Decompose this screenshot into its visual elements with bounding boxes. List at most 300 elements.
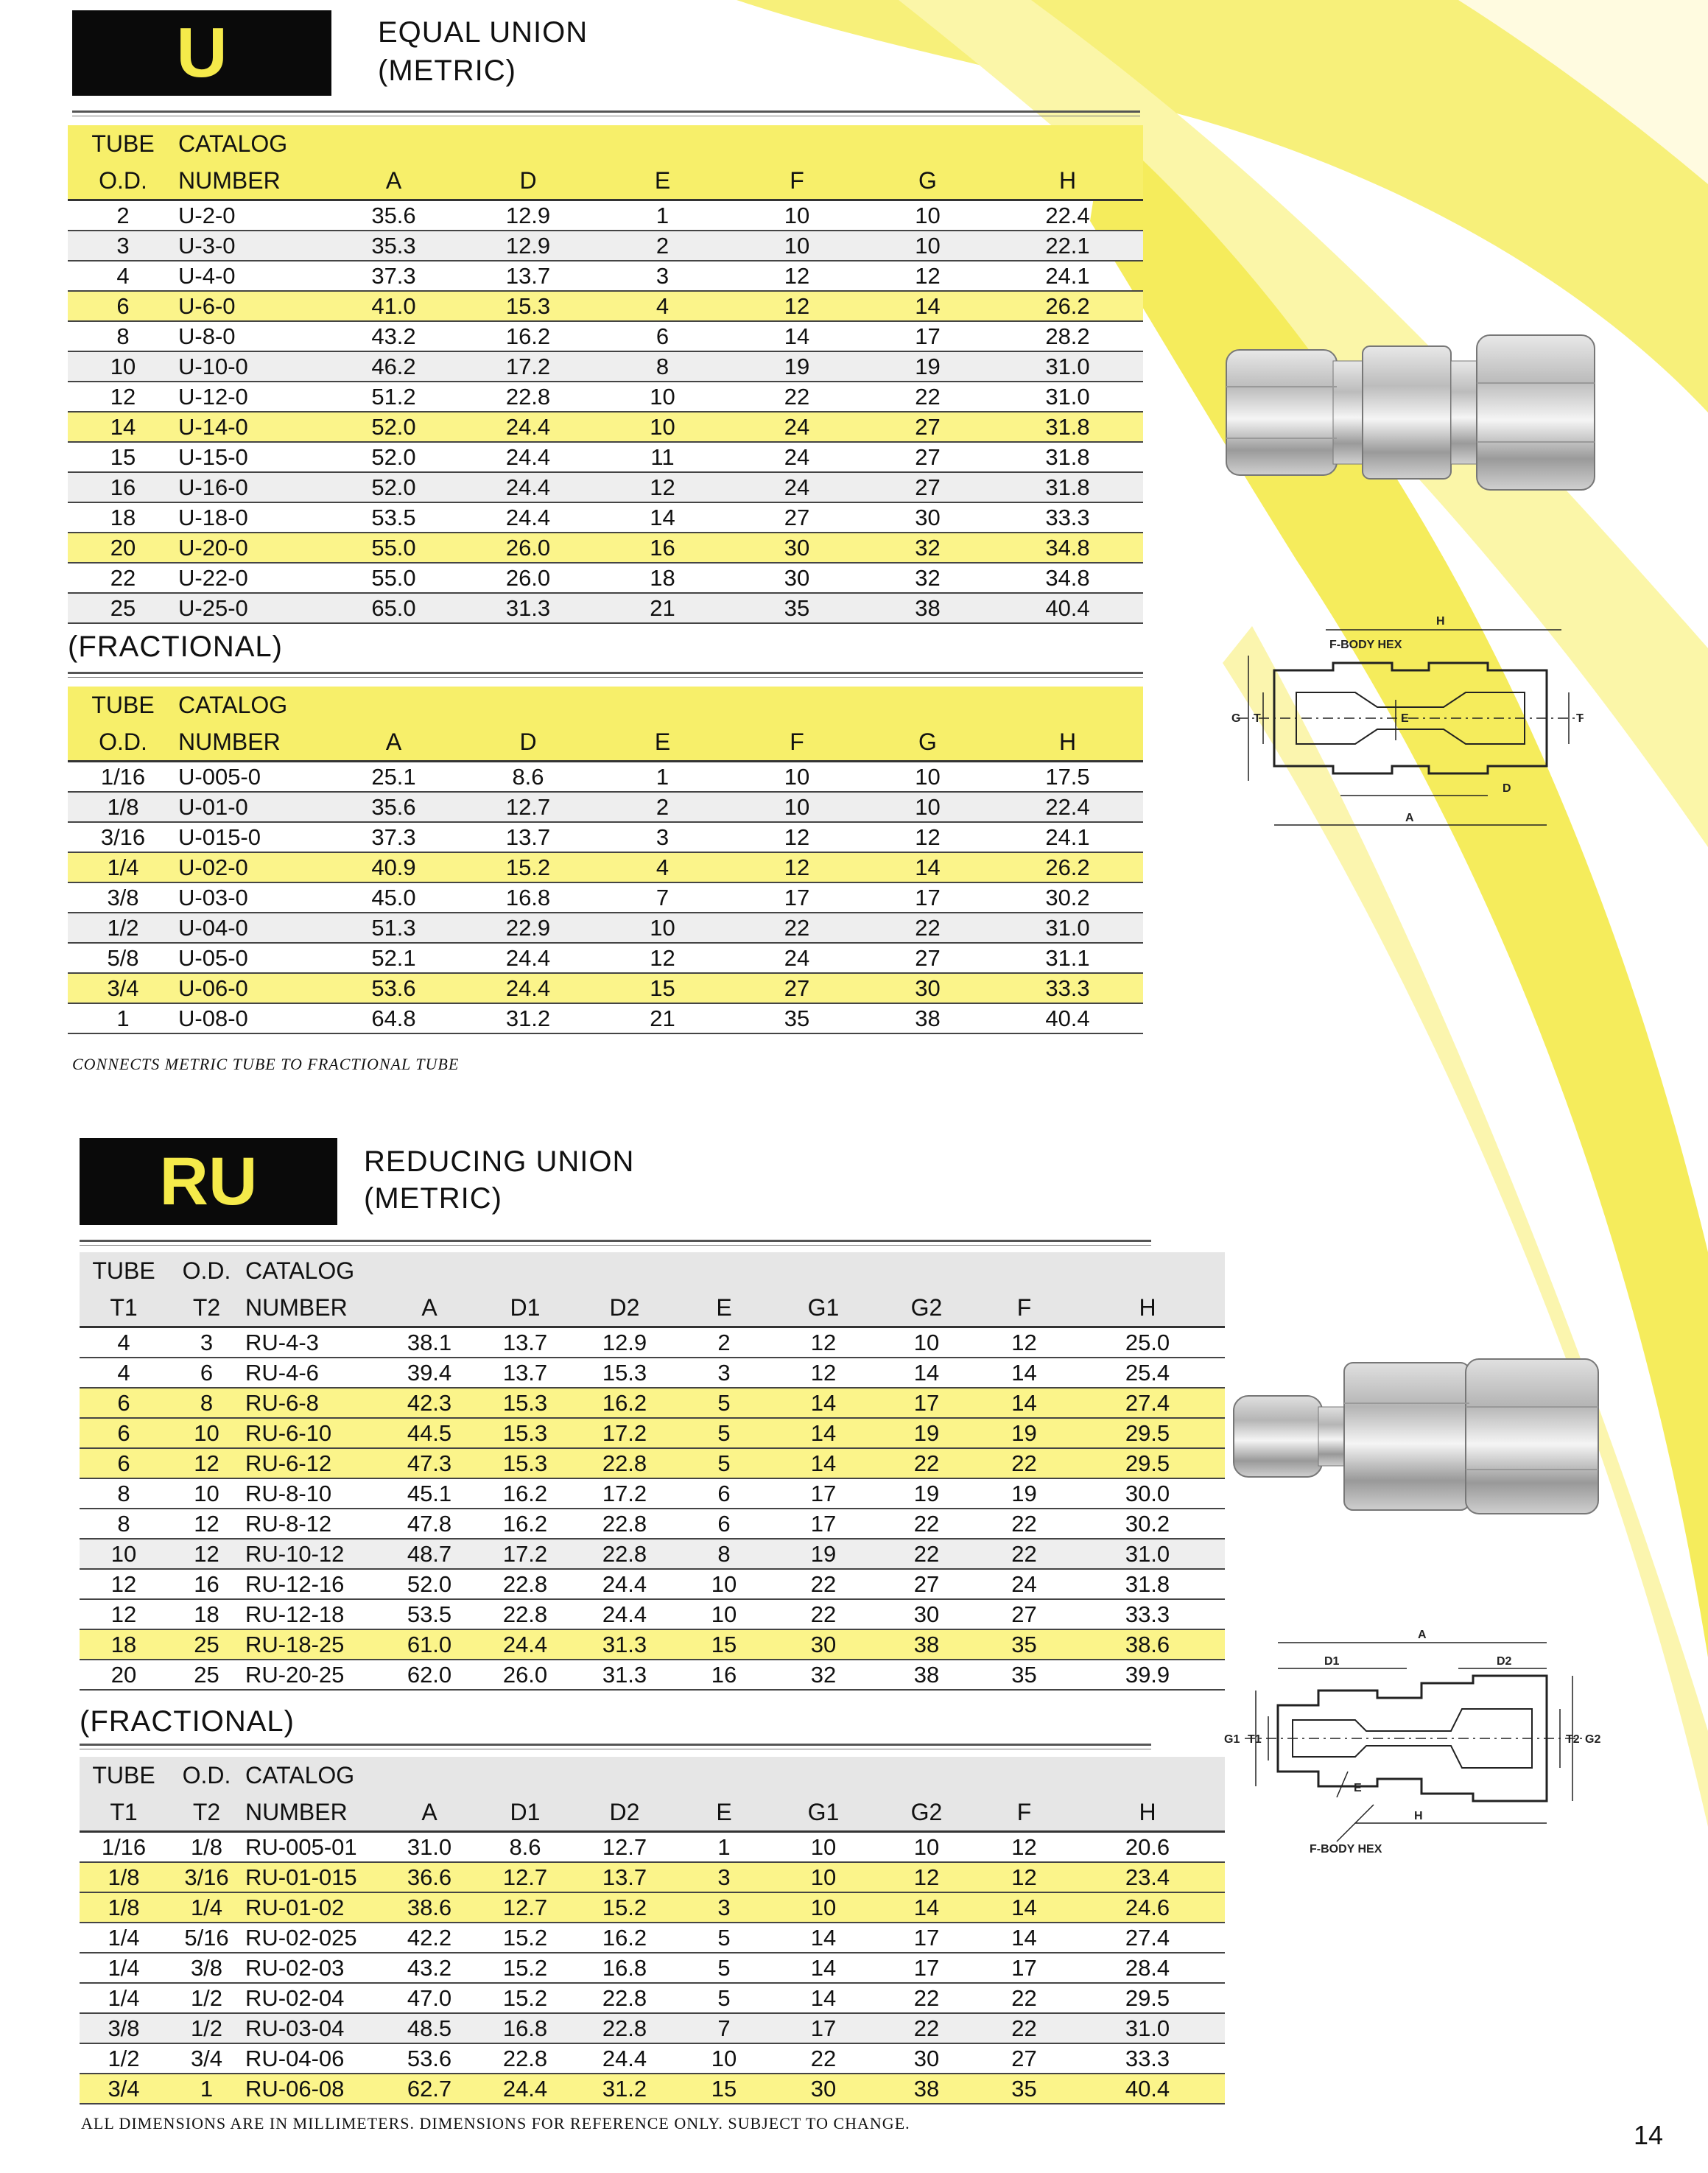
table-cell: 52.0	[326, 442, 462, 472]
table-cell: 14	[772, 1388, 875, 1418]
table-row	[68, 502, 1143, 533]
table-cell: 17	[875, 1923, 978, 1953]
table-cell: 17	[772, 1509, 875, 1539]
table-cell: 10	[80, 1539, 168, 1569]
table-cell: 53.5	[382, 1599, 477, 1629]
table-cell: 19	[978, 1478, 1070, 1509]
table-cell: 14	[863, 291, 992, 321]
table-cell: 3	[168, 1327, 245, 1358]
header-number: NUMBER	[178, 162, 326, 200]
table-cell: 17	[772, 1478, 875, 1509]
table-cell: 22	[772, 1569, 875, 1599]
table-cell: 7	[594, 882, 731, 913]
table-cell: 8.6	[477, 1832, 573, 1863]
table-cell: 10	[676, 1569, 772, 1599]
table-row	[68, 913, 1143, 943]
header-e: E	[676, 1289, 772, 1327]
table-cell: 19	[863, 351, 992, 382]
table-cell: 10	[68, 351, 178, 382]
table-cell: 31.0	[992, 351, 1143, 382]
table-cell: 10	[863, 200, 992, 231]
table-cell: 27	[978, 2043, 1070, 2074]
table-cell: 12	[875, 1862, 978, 1892]
table-cell: 6	[80, 1448, 168, 1478]
table-cell: 8	[68, 321, 178, 351]
header-catalog: CATALOG	[245, 1757, 382, 1794]
table-cell: RU-18-25	[245, 1629, 382, 1660]
header-a: A	[382, 1794, 477, 1832]
header-d1: D1	[477, 1794, 573, 1832]
table-cell: 27	[863, 943, 992, 973]
table-cell: 5	[676, 1418, 772, 1448]
table-cell: 25	[168, 1660, 245, 1690]
table-row	[68, 200, 1143, 231]
table-cell: 16	[68, 472, 178, 502]
table-cell: 30	[863, 502, 992, 533]
table-cell: 12	[68, 382, 178, 412]
table-cell: 3/8	[68, 882, 178, 913]
table-cell: 24.4	[462, 412, 594, 442]
table-cell: 12.7	[462, 792, 594, 822]
table-cell: 17	[731, 882, 863, 913]
table-cell: 15.3	[477, 1418, 573, 1448]
table-cell: RU-12-16	[245, 1569, 382, 1599]
table-cell: 38	[875, 1629, 978, 1660]
table-cell: U-22-0	[178, 563, 326, 593]
table-cell: 10	[731, 200, 863, 231]
table-cell: 24	[731, 472, 863, 502]
table-cell: 16	[676, 1660, 772, 1690]
table-cell: 53.5	[326, 502, 462, 533]
table-cell: 29.5	[1070, 1448, 1225, 1478]
table-cell: 34.8	[992, 533, 1143, 563]
table-cell: 4	[80, 1358, 168, 1388]
ru-fractional-rule	[80, 1744, 1151, 1749]
table-cell: 4	[594, 291, 731, 321]
table-cell: 1/2	[80, 2043, 168, 2074]
table-cell: 8	[80, 1478, 168, 1509]
table-cell: 6	[80, 1388, 168, 1418]
table-cell: 10	[731, 231, 863, 261]
reducing-union-photo	[1226, 1344, 1609, 1521]
table-cell: 37.3	[326, 822, 462, 852]
table-cell: 21	[594, 593, 731, 623]
table-cell: 33.3	[992, 502, 1143, 533]
header-d1: D1	[477, 1289, 573, 1327]
table-cell: 39.9	[1070, 1660, 1225, 1690]
table-cell: U-15-0	[178, 442, 326, 472]
table-cell: 38.6	[382, 1892, 477, 1923]
table-cell: 51.3	[326, 913, 462, 943]
table-cell: 14	[875, 1892, 978, 1923]
header-tube: TUBE	[68, 687, 178, 723]
table-cell: RU-01-02	[245, 1892, 382, 1923]
header-catalog: CATALOG	[245, 1252, 382, 1289]
table-cell: RU-6-10	[245, 1418, 382, 1448]
table-cell: 24.4	[573, 1599, 676, 1629]
table-cell: 30	[863, 973, 992, 1003]
table-cell: 13.7	[462, 822, 594, 852]
table-cell: 38.1	[382, 1327, 477, 1358]
table-cell: 22	[978, 1448, 1070, 1478]
table-cell: 2	[594, 792, 731, 822]
table-cell: 6	[168, 1358, 245, 1388]
table-cell: U-18-0	[178, 502, 326, 533]
table-cell: 16.8	[462, 882, 594, 913]
table-row	[68, 852, 1143, 882]
table-cell: 22	[731, 382, 863, 412]
table-row	[80, 1569, 1225, 1599]
table-cell: 3	[676, 1892, 772, 1923]
table-cell: 35	[978, 2074, 1070, 2104]
table-cell: 8.6	[462, 762, 594, 793]
u-title-rule	[72, 110, 1140, 116]
table-cell: 27	[875, 1569, 978, 1599]
table-row	[80, 1983, 1225, 2013]
ru-title-line2: (METRIC)	[364, 1182, 502, 1215]
table-cell: 31.0	[382, 1832, 477, 1863]
table-row	[68, 792, 1143, 822]
table-cell: 43.2	[382, 1953, 477, 1983]
table-cell: U-16-0	[178, 472, 326, 502]
ru-metric-table	[80, 1252, 1225, 1691]
table-cell: 27	[978, 1599, 1070, 1629]
table-cell: 14	[68, 412, 178, 442]
table-cell: 24.1	[992, 261, 1143, 291]
table-cell: 24.4	[462, 973, 594, 1003]
table-cell: 10	[863, 792, 992, 822]
table-cell: 3/8	[168, 1953, 245, 1983]
table-cell: 10	[168, 1478, 245, 1509]
table-row	[68, 822, 1143, 852]
table-row	[68, 321, 1143, 351]
table-cell: 37.3	[326, 261, 462, 291]
table-cell: 22.8	[477, 1569, 573, 1599]
u-badge: U	[72, 10, 331, 96]
table-cell: 12	[731, 822, 863, 852]
u-metric-table	[68, 125, 1143, 624]
table-cell: 6	[80, 1418, 168, 1448]
header-g2: G2	[875, 1289, 978, 1327]
table-cell: 52.0	[326, 472, 462, 502]
table-cell: 3	[68, 231, 178, 261]
diagram-label-t2: T2	[1566, 1733, 1580, 1746]
table-cell: 53.6	[382, 2043, 477, 2074]
table-cell: 5/8	[68, 943, 178, 973]
table-cell: 4	[80, 1327, 168, 1358]
table-cell: 17.2	[573, 1478, 676, 1509]
table-cell: 16.8	[477, 2013, 573, 2043]
table-cell: 22	[68, 563, 178, 593]
table-cell: 31.8	[1070, 1569, 1225, 1599]
table-cell: 35	[731, 1003, 863, 1033]
table-cell: 16.2	[573, 1388, 676, 1418]
header-od: O.D.	[168, 1757, 245, 1794]
table-cell: 44.5	[382, 1418, 477, 1448]
table-cell: 27	[863, 412, 992, 442]
table-cell: U-04-0	[178, 913, 326, 943]
table-cell: 22	[863, 382, 992, 412]
table-cell: 32	[863, 563, 992, 593]
diagram-label-a: A	[1418, 1629, 1427, 1641]
table-cell: 38.6	[1070, 1629, 1225, 1660]
table-cell: U-01-0	[178, 792, 326, 822]
table-row	[80, 2043, 1225, 2074]
table-cell: 17	[772, 2013, 875, 2043]
table-cell: 22	[772, 1599, 875, 1629]
table-cell: 45.0	[326, 882, 462, 913]
table-cell: 31.2	[573, 2074, 676, 2104]
table-cell: 40.4	[1070, 2074, 1225, 2104]
table-cell: 5/16	[168, 1923, 245, 1953]
table-cell: RU-20-25	[245, 1660, 382, 1690]
table-row	[68, 973, 1143, 1003]
table-cell: 22.8	[573, 1539, 676, 1569]
table-cell: 14	[978, 1923, 1070, 1953]
table-cell: 1/4	[68, 852, 178, 882]
table-cell: 1	[594, 762, 731, 793]
table-cell: 19	[875, 1478, 978, 1509]
table-cell: 40.4	[992, 593, 1143, 623]
header-a: A	[382, 1289, 477, 1327]
table-cell: 24.4	[477, 2074, 573, 2104]
table-cell: 1/16	[68, 762, 178, 793]
table-cell: 12	[978, 1832, 1070, 1863]
table-cell: 12.9	[462, 200, 594, 231]
table-cell: RU-8-10	[245, 1478, 382, 1509]
table-cell: 24.6	[1070, 1892, 1225, 1923]
table-cell: 29.5	[1070, 1418, 1225, 1448]
table-cell: 35.6	[326, 792, 462, 822]
table-cell: 16.2	[462, 321, 594, 351]
table-row	[68, 472, 1143, 502]
table-cell: 10	[594, 913, 731, 943]
table-cell: 22	[875, 1983, 978, 2013]
table-cell: 15.3	[477, 1448, 573, 1478]
equal-union-diagram	[1208, 611, 1620, 840]
table-cell: 15.2	[477, 1923, 573, 1953]
table-cell: 6	[676, 1509, 772, 1539]
table-cell: 14	[772, 1418, 875, 1448]
table-cell: 6	[68, 291, 178, 321]
table-cell: 1/4	[80, 1923, 168, 1953]
table-cell: 3	[594, 261, 731, 291]
table-cell: 15	[68, 442, 178, 472]
diagram-label-t-right: T	[1576, 712, 1584, 725]
header-od: O.D.	[68, 723, 178, 762]
table-cell: 36.6	[382, 1862, 477, 1892]
table-cell: 12	[731, 291, 863, 321]
header-f: F	[731, 723, 863, 762]
ru-fractional-label: (FRACTIONAL)	[80, 1705, 295, 1738]
table-cell: 14	[863, 852, 992, 882]
table-cell: 31.8	[992, 412, 1143, 442]
table-cell: 1/4	[168, 1892, 245, 1923]
table-row	[80, 1892, 1225, 1923]
table-cell: 12	[168, 1509, 245, 1539]
table-cell: 3/8	[80, 2013, 168, 2043]
table-cell: 52.0	[326, 412, 462, 442]
table-cell: 11	[594, 442, 731, 472]
table-cell: U-005-0	[178, 762, 326, 793]
header-number: NUMBER	[245, 1289, 382, 1327]
u-title-line1: EQUAL UNION	[378, 16, 588, 49]
table-cell: 33.3	[1070, 1599, 1225, 1629]
table-cell: 10	[772, 1832, 875, 1863]
header-h: H	[1070, 1794, 1225, 1832]
table-cell: RU-06-08	[245, 2074, 382, 2104]
table-cell: 26.0	[462, 563, 594, 593]
table-cell: 30	[731, 533, 863, 563]
diagram-label-e: E	[1354, 1782, 1362, 1794]
table-cell: 28.2	[992, 321, 1143, 351]
table-cell: 64.8	[326, 1003, 462, 1033]
table-cell: 3/16	[168, 1862, 245, 1892]
table-row	[80, 1660, 1225, 1690]
table-cell: 31.3	[462, 593, 594, 623]
table-cell: 19	[978, 1418, 1070, 1448]
table-cell: 20	[68, 533, 178, 563]
table-cell: 4	[68, 261, 178, 291]
table-cell: 17	[863, 882, 992, 913]
table-cell: RU-10-12	[245, 1539, 382, 1569]
header-tube: TUBE	[68, 125, 178, 162]
diagram-label-g1: G1	[1224, 1733, 1240, 1746]
table-cell: 22	[731, 913, 863, 943]
table-cell: 24.4	[462, 943, 594, 973]
table-cell: 24	[731, 412, 863, 442]
table-cell: 16.2	[573, 1923, 676, 1953]
table-row	[68, 231, 1143, 261]
table-cell: 2	[68, 200, 178, 231]
table-row	[68, 382, 1143, 412]
table-cell: U-06-0	[178, 973, 326, 1003]
header-g2: G2	[875, 1794, 978, 1832]
table-cell: 29.5	[1070, 1983, 1225, 2013]
table-cell: 1	[594, 200, 731, 231]
header-h: H	[992, 723, 1143, 762]
table-cell: 24.4	[477, 1629, 573, 1660]
table-cell: 24.1	[992, 822, 1143, 852]
table-cell: 31.0	[1070, 1539, 1225, 1569]
table-cell: 24.4	[462, 472, 594, 502]
table-cell: 38	[863, 593, 992, 623]
diagram-label-f-body-hex: F-BODY HEX	[1329, 639, 1402, 651]
reducing-union-diagram	[1208, 1621, 1620, 1856]
table-row	[80, 1599, 1225, 1629]
table-cell: 24.4	[573, 2043, 676, 2074]
table-cell: 8	[676, 1539, 772, 1569]
header-t2: T2	[168, 1289, 245, 1327]
table-cell: 1	[68, 1003, 178, 1033]
table-cell: 12	[772, 1358, 875, 1388]
table-cell: 2	[594, 231, 731, 261]
table-row	[80, 1418, 1225, 1448]
table-cell: 15	[676, 2074, 772, 2104]
table-cell: 19	[772, 1539, 875, 1569]
table-cell: 15	[594, 973, 731, 1003]
table-cell: 12.7	[477, 1892, 573, 1923]
table-cell: 1/16	[80, 1832, 168, 1863]
equal-union-photo	[1219, 317, 1602, 508]
table-cell: 12	[731, 852, 863, 882]
table-cell: 3/16	[68, 822, 178, 852]
table-cell: 10	[863, 762, 992, 793]
table-cell: 31.0	[992, 913, 1143, 943]
table-cell: 3/4	[80, 2074, 168, 2104]
table-cell: 22	[978, 2013, 1070, 2043]
table-cell: 22	[875, 1509, 978, 1539]
table-cell: 22.8	[477, 2043, 573, 2074]
table-row	[80, 1448, 1225, 1478]
table-cell: 5	[676, 1448, 772, 1478]
table-cell: U-3-0	[178, 231, 326, 261]
table-cell: 12	[80, 1569, 168, 1599]
table-cell: 22.8	[462, 382, 594, 412]
table-row	[80, 1478, 1225, 1509]
table-cell: 22	[978, 1539, 1070, 1569]
table-cell: 22.8	[573, 1448, 676, 1478]
table-cell: 40.9	[326, 852, 462, 882]
table-cell: 2	[676, 1327, 772, 1358]
table-cell: 5	[676, 1953, 772, 1983]
table-cell: 1/4	[80, 1983, 168, 2013]
table-cell: 22	[875, 2013, 978, 2043]
table-cell: 24	[731, 442, 863, 472]
table-cell: 12	[978, 1327, 1070, 1358]
table-cell: U-25-0	[178, 593, 326, 623]
table-cell: RU-12-18	[245, 1599, 382, 1629]
table-cell: 3	[676, 1358, 772, 1388]
table-cell: 1/8	[168, 1832, 245, 1863]
table-cell: 8	[80, 1509, 168, 1539]
table-cell: 12	[80, 1599, 168, 1629]
table-cell: 51.2	[326, 382, 462, 412]
table-cell: 30	[875, 2043, 978, 2074]
table-cell: 24	[731, 943, 863, 973]
table-cell: U-015-0	[178, 822, 326, 852]
table-cell: 10	[863, 231, 992, 261]
table-cell: 25.1	[326, 762, 462, 793]
table-row	[80, 2074, 1225, 2104]
u-connects-note: CONNECTS METRIC TUBE TO FRACTIONAL TUBE	[72, 1055, 460, 1073]
table-cell: RU-01-015	[245, 1862, 382, 1892]
table-row	[80, 1358, 1225, 1388]
table-cell: 3	[594, 822, 731, 852]
table-cell: 15.2	[477, 1953, 573, 1983]
table-cell: 46.2	[326, 351, 462, 382]
table-cell: 42.3	[382, 1388, 477, 1418]
table-row	[80, 1388, 1225, 1418]
table-cell: 12	[168, 1448, 245, 1478]
table-cell: 13.7	[462, 261, 594, 291]
table-cell: 52.1	[326, 943, 462, 973]
table-cell: 25.0	[1070, 1327, 1225, 1358]
table-cell: 15.2	[462, 852, 594, 882]
table-cell: 12	[594, 943, 731, 973]
table-cell: 30.2	[1070, 1509, 1225, 1539]
table-cell: 8	[168, 1388, 245, 1418]
table-cell: 15.2	[477, 1983, 573, 2013]
table-row	[68, 563, 1143, 593]
table-cell: 48.7	[382, 1539, 477, 1569]
table-cell: U-12-0	[178, 382, 326, 412]
table-cell: RU-02-03	[245, 1953, 382, 1983]
table-cell: 20.6	[1070, 1832, 1225, 1863]
table-cell: 27.4	[1070, 1388, 1225, 1418]
header-a: A	[326, 162, 462, 200]
header-tube: TUBE	[80, 1252, 168, 1289]
